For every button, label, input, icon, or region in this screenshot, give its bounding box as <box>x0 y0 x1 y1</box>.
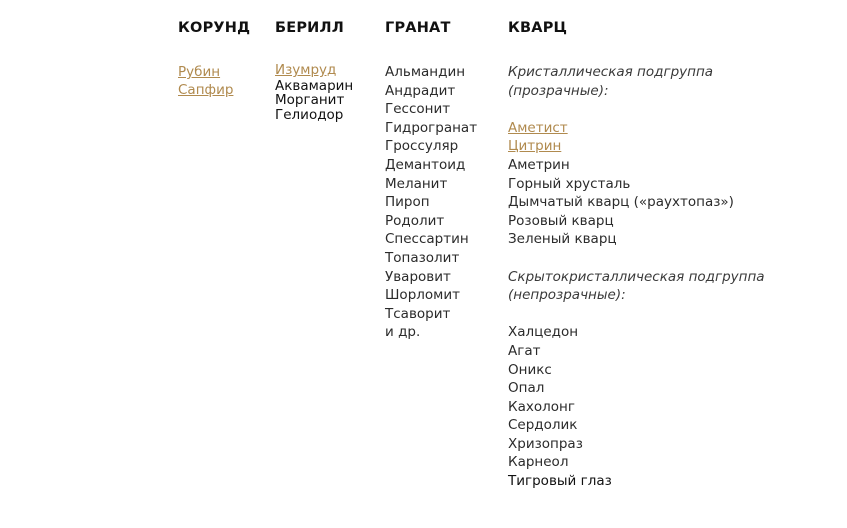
list-item: Оникс <box>508 361 552 378</box>
corundum-list <box>178 63 233 99</box>
list-item: Тигровый глаз <box>508 473 612 490</box>
list-item: Горный хрусталь <box>508 175 631 192</box>
list-item: Тсаворит <box>385 305 451 322</box>
list-item: Топазолит <box>385 249 460 266</box>
list-item: Зеленый кварц <box>508 231 617 248</box>
list-item: Гессонит <box>385 101 451 118</box>
list-item <box>275 63 353 79</box>
list-item: Шорломит <box>385 287 460 304</box>
subgroup-note-crystalline-line2: (прозрачные): <box>508 82 609 99</box>
list-item: Спессартин <box>385 231 469 248</box>
list-item: Опал <box>508 380 545 397</box>
list-item: Меланит <box>385 175 448 192</box>
list-item: и др. <box>385 324 421 341</box>
list-item: Халцедон <box>508 324 579 341</box>
list-item: Сердолик <box>508 417 578 434</box>
list-item: Уваровит <box>385 268 451 285</box>
column-heading-garnet: ГРАНАТ <box>385 20 451 36</box>
beryl-list <box>275 63 353 122</box>
list-item <box>508 119 765 138</box>
column-heading-corundum: КОРУНД <box>178 20 251 36</box>
list-item: Дымчатый кварц («раухтопаз») <box>508 194 734 211</box>
column-heading-quartz: КВАРЦ <box>508 20 568 36</box>
list-item: Морганит <box>275 92 345 108</box>
quartz-list <box>508 63 765 491</box>
list-item <box>178 81 233 99</box>
list-item: Гидрогранат <box>385 119 478 136</box>
list-item: Андрадит <box>385 82 456 99</box>
list-item: Аметрин <box>508 156 570 173</box>
spacer <box>508 100 765 119</box>
list-item: Гроссуляр <box>385 138 459 155</box>
subgroup-note-cryptocrystalline: Скрытокристаллическая подгруппа <box>508 268 765 285</box>
list-item: Хризопраз <box>508 435 583 452</box>
spacer <box>508 249 765 268</box>
link-citrine[interactable]: Цитрин <box>508 138 562 155</box>
garnet-list <box>385 63 477 342</box>
link-emerald[interactable]: Изумруд <box>275 62 337 78</box>
list-item: Альмандин <box>385 64 466 80</box>
link-ruby[interactable]: Рубин <box>178 64 221 80</box>
list-item: Кахолонг <box>508 398 575 415</box>
list-item <box>508 137 765 156</box>
list-item: Агат <box>508 342 541 359</box>
list-item: Аквамарин <box>275 77 354 94</box>
list-item: Пироп <box>385 194 430 211</box>
link-amethyst[interactable]: Аметист <box>508 119 568 136</box>
list-item <box>178 63 233 81</box>
spacer <box>508 305 765 324</box>
list-item: Родолит <box>385 212 445 229</box>
column-heading-beryl: БЕРИЛЛ <box>275 20 345 36</box>
list-item: Карнеол <box>508 454 569 471</box>
list-item: Розовый кварц <box>508 212 614 229</box>
link-sapphire[interactable]: Сапфир <box>178 82 234 98</box>
list-item: Демантоид <box>385 156 466 173</box>
subgroup-note-crystalline: Кристаллическая подгруппа <box>508 64 714 80</box>
subgroup-note-cryptocrystalline-line2: (непрозрачные): <box>508 287 626 304</box>
list-item: Гелиодор <box>275 106 344 123</box>
